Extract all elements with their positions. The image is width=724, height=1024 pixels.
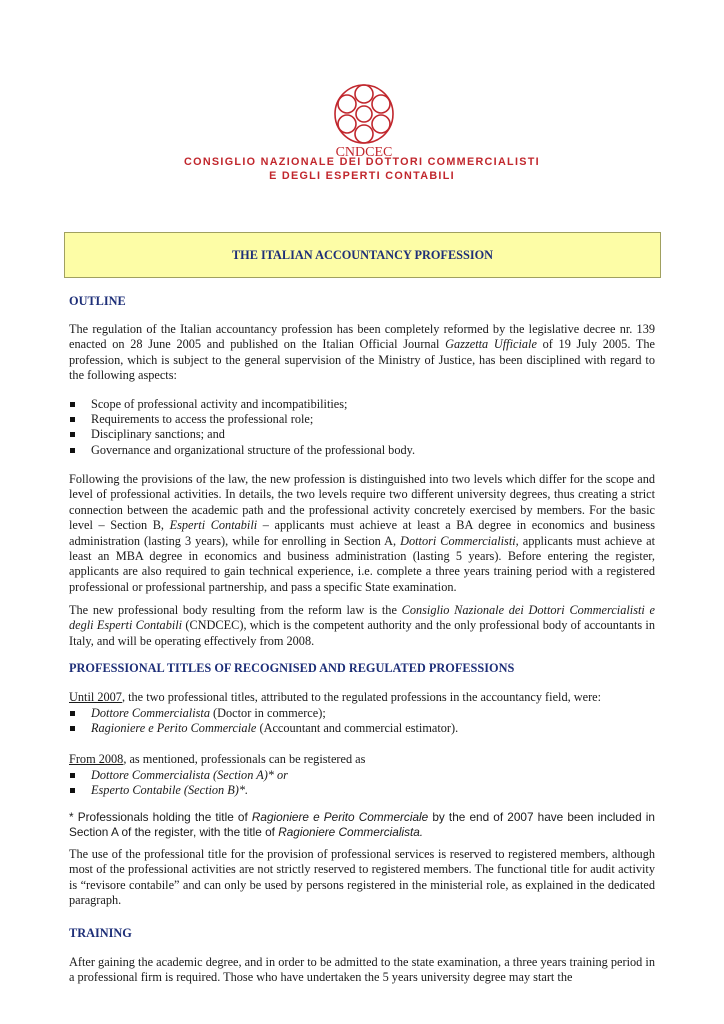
list-item: Ragioniere e Perito Commerciale (Accountant and commercial estimator).	[69, 721, 655, 736]
until-2007-list	[69, 706, 655, 736]
heading-training: TRAINING	[69, 926, 132, 940]
title-box	[64, 232, 661, 278]
from-2008-intro: From 2008, as mentioned, professionals can be registered as	[69, 752, 366, 766]
org-name-line2: E DEGLI ESPERTI CONTABILI	[269, 170, 455, 182]
list-item: Esperto Contabile (Section B)*.	[69, 783, 655, 798]
heading-outline: OUTLINE	[69, 294, 126, 308]
list-item: Dottore Commercialista (Doctor in commerce);	[69, 706, 655, 721]
until-2007-intro: Until 2007, the two professional titles, attributed to the regulated professions in the accountancy field, were:	[69, 690, 602, 704]
page-title: THE ITALIAN ACCOUNTANCY PROFESSION	[231, 247, 494, 262]
outline-paragraph-2: Following the provisions of the law, the new profession is distinguished into two levels which differ for the scope and level of professional activities. In details, the two levels require two different university degrees, thus creating a strict connection between the academic path and the professional activity concretely exercised by members. For the basic level – Section B, Esperti Contabili – applicants must achieve at least a BA degree in economics and business administration (lasting 3 years), while for enrolling in Section A, Dottori Commercialisti, applicants must achieve at least an MBA degree in economics and business administration (lasting 5 years). Before entering the register, applicants are also required to gain technical experience, i.e. complete a three years training period with a registered professional or professional partnership, and pass a specific State examination.	[69, 472, 656, 594]
title-use-paragraph: The use of the professional title for the provision of professional services is reserved to registered members, although most of the professional activities are not strictly reserved to registered members. The functional title for audit activity is “revisore contabile” and can only be used by persons registered in the ministerial role, as explained in the dedicated paragraph.	[69, 847, 655, 908]
list-item: Governance and organizational structure of the professional body.	[69, 443, 655, 458]
logo-text: CNDCEC	[335, 145, 393, 160]
list-item: Disciplinary sanctions; and	[69, 427, 655, 442]
footnote: * Professionals holding the title of Ragioniere e Perito Commerciale by the end of 2007 have been included in Section A of the register, with the title of Ragioniere Commercialista.	[69, 810, 655, 840]
cndcec-logo	[326, 80, 402, 160]
outline-paragraph-1: The regulation of the Italian accountancy profession has been completely reformed by the legislative decree nr. 139 enacted on 28 June 2005 and published on the Italian Official Journal Gazzetta Ufficiale of 19 July 2005. The profession, which is subject to the general supervision of the Ministry of Justice, has been disciplined with regard to the following aspects:	[69, 322, 655, 383]
list-item: Requirements to access the professional role;	[69, 412, 655, 427]
heading-professional-titles: PROFESSIONAL TITLES OF RECOGNISED AND REGULATED PROFESSIONS	[69, 661, 515, 675]
outline-bullet-list	[69, 397, 655, 458]
org-name-line1: CONSIGLIO NAZIONALE DEI DOTTORI COMMERCIALISTI	[184, 156, 540, 168]
training-paragraph: After gaining the academic degree, and in order to be admitted to the state examination, a three years training period in a professional firm is required. Those who have undertaken the 5 years university degree may start the	[69, 955, 655, 985]
list-item: Dottore Commercialista (Section A)* or	[69, 768, 655, 783]
list-item: Scope of professional activity and incompatibilities;	[69, 397, 655, 412]
from-2008-list	[69, 768, 655, 798]
outline-paragraph-3: The new professional body resulting from the reform law is the Consiglio Nazionale dei Dottori Commercialisti e degli Esperti Contabili (CNDCEC), which is the competent authority and the only professional body of accountants in Italy, and will be operating effectively from 2008.	[69, 603, 655, 648]
